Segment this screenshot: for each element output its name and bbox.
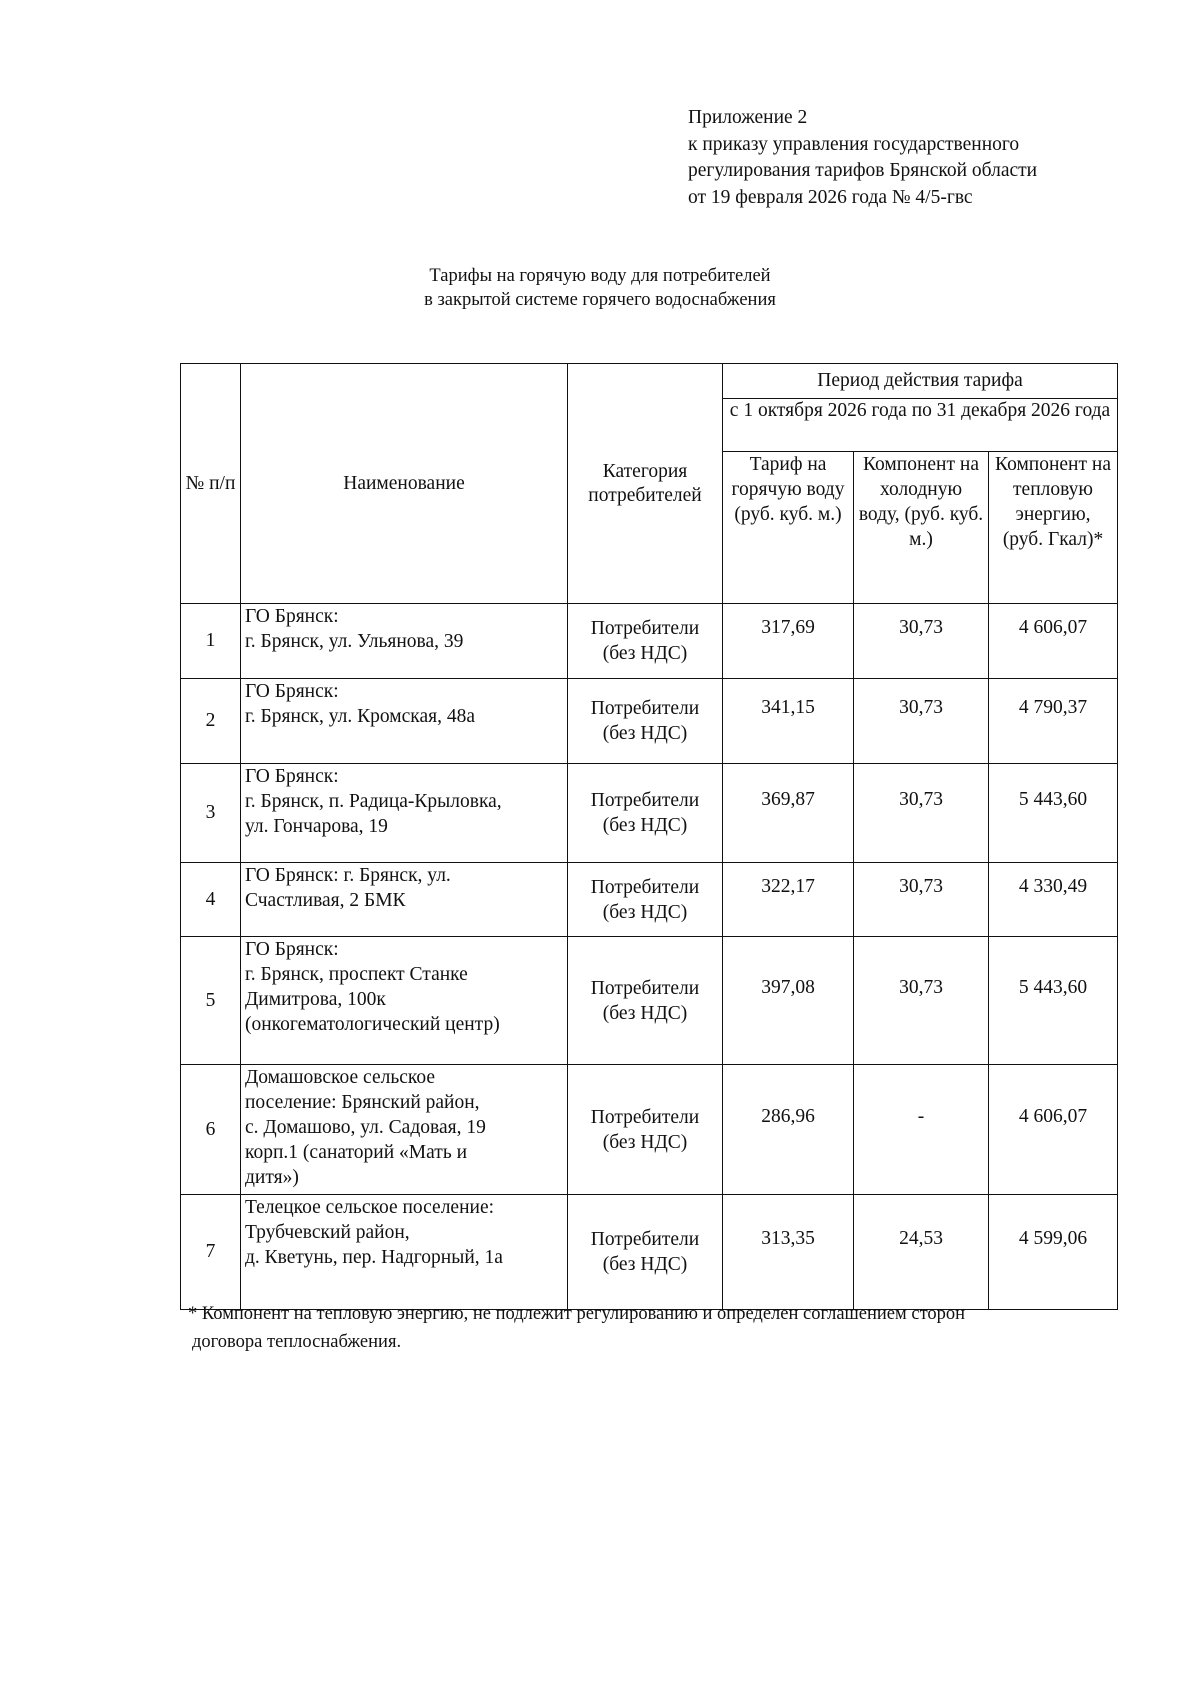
row-cold-component [854, 1065, 989, 1195]
name-line: ГО Брянск: г. Брянск, ул. [245, 865, 451, 886]
row-cold-component [854, 937, 989, 1065]
title-line-2: в закрытой системе горячего водоснабжения [424, 290, 776, 310]
name-line: ГО Брянск: [245, 766, 339, 787]
appendix-line: от 19 февраля 2026 года № 4/5-гвс [688, 186, 973, 208]
name-line: г. Брянск, п. Радица-Крыловка, [245, 791, 502, 812]
name-line: с. Домашово, ул. Садовая, 19 [245, 1117, 486, 1138]
row-heat-component [989, 1195, 1118, 1310]
name-line: г. Брянск, проспект Станке [245, 964, 468, 985]
category-line: Потребители [590, 977, 700, 999]
table-row [181, 1195, 1118, 1310]
row-category [568, 1195, 723, 1310]
row-tariff [723, 937, 854, 1065]
row-heat-component [989, 604, 1118, 679]
row-cold-component-value: - [917, 1105, 925, 1127]
row-cold-component-value: 30,73 [899, 789, 943, 810]
row-number: 6 [181, 1065, 241, 1195]
tariff-table [180, 363, 1118, 1310]
row-heat-component-value: 5 443,60 [1018, 789, 1088, 810]
name-line: Телецкое сельское поселение: [245, 1197, 495, 1218]
row-category [568, 937, 723, 1065]
name-line: Димитрова, 100к [245, 989, 386, 1010]
row-number: 4 [181, 863, 241, 937]
category-line: (без НДС) [602, 643, 688, 664]
name-line: ГО Брянск: [245, 939, 339, 960]
category-line: (без НДС) [602, 723, 688, 744]
name-line: г. Брянск, ул. Ульянова, 39 [245, 631, 464, 652]
row-number: 1 [181, 604, 241, 679]
header-heat-component: Компонент на тепловую энергию, (руб. Гкал)* [989, 452, 1118, 604]
category-line: (без НДС) [602, 815, 688, 836]
row-heat-component-value: 5 443,60 [1018, 976, 1088, 998]
row-name [241, 863, 568, 937]
header-name: Наименование [241, 364, 568, 604]
row-tariff [723, 679, 854, 764]
table-row [181, 937, 1118, 1065]
row-category [568, 1065, 723, 1195]
row-heat-component-value: 4 599,06 [1018, 1228, 1088, 1249]
row-heat-component-value: 4 790,37 [1018, 697, 1088, 718]
row-category [568, 604, 723, 679]
row-cold-component-value: 24,53 [899, 1228, 943, 1249]
name-line: Трубчевский район, [245, 1222, 410, 1243]
row-number: 2 [181, 679, 241, 764]
row-heat-component-value: 4 330,49 [1018, 875, 1088, 897]
row-cold-component [854, 604, 989, 679]
row-tariff [723, 1195, 854, 1310]
category-line: Потребители [590, 618, 700, 639]
name-line: дитя») [245, 1167, 299, 1188]
row-cold-component [854, 1195, 989, 1310]
row-name [241, 764, 568, 863]
category-line: Потребители [590, 876, 700, 898]
row-heat-component [989, 679, 1118, 764]
category-line: Потребители [590, 698, 700, 719]
row-heat-component-value: 4 606,07 [1018, 617, 1088, 638]
row-category [568, 679, 723, 764]
row-cold-component-value: 30,73 [899, 617, 943, 638]
row-tariff [723, 863, 854, 937]
name-line: г. Брянск, ул. Кромская, 48а [245, 706, 475, 727]
category-line: (без НДС) [602, 901, 688, 923]
row-name [241, 1195, 568, 1310]
category-line: (без НДС) [602, 1131, 688, 1153]
row-name [241, 1065, 568, 1195]
row-tariff-value: 313,35 [761, 1228, 815, 1249]
name-line: корп.1 (санаторий «Мать и [245, 1142, 468, 1163]
row-tariff-value: 369,87 [761, 789, 815, 810]
row-name [241, 604, 568, 679]
row-tariff-value: 317,69 [761, 617, 815, 638]
row-number: 5 [181, 937, 241, 1065]
name-line: Счастливая, 2 БМК [245, 890, 406, 911]
title-line-1: Тарифы на горячую воду для потребителей [429, 266, 771, 286]
category-line: Потребители [590, 1106, 700, 1128]
category-line: (без НДС) [602, 1254, 688, 1275]
row-cold-component [854, 863, 989, 937]
footnote-line-1: * Компонент на тепловую энергию, не подлежит регулированию и определен соглашением сторон [188, 1304, 966, 1324]
row-tariff [723, 604, 854, 679]
document-title [300, 264, 900, 312]
appendix-line: Приложение 2 [688, 107, 808, 128]
row-tariff [723, 764, 854, 863]
row-number: 7 [181, 1195, 241, 1310]
row-heat-component [989, 863, 1118, 937]
row-tariff-value: 322,17 [761, 875, 815, 897]
name-line: (онкогематологический центр) [245, 1014, 500, 1035]
row-name [241, 937, 568, 1065]
row-cold-component-value: 30,73 [899, 976, 943, 998]
row-cold-component [854, 764, 989, 863]
name-line: д. Кветунь, пер. Надгорный, 1а [245, 1247, 503, 1268]
row-cold-component [854, 679, 989, 764]
row-cold-component-value: 30,73 [899, 697, 943, 718]
row-tariff-value: 286,96 [761, 1105, 815, 1127]
row-name [241, 679, 568, 764]
name-line: поселение: Брянский район, [245, 1092, 480, 1113]
row-heat-component [989, 764, 1118, 863]
footnote [188, 1300, 1128, 1356]
footnote-line-2: договора теплоснабжения. [192, 1332, 402, 1352]
appendix-block [688, 105, 1037, 211]
row-heat-component [989, 1065, 1118, 1195]
header-number: № п/п [181, 364, 241, 604]
table-row [181, 604, 1118, 679]
row-heat-component [989, 937, 1118, 1065]
appendix-line: регулирования тарифов Брянской области [688, 160, 1038, 181]
table-row [181, 764, 1118, 863]
row-cold-component-value: 30,73 [899, 875, 943, 897]
row-category [568, 863, 723, 937]
table-row [181, 1065, 1118, 1195]
table-row [181, 863, 1118, 937]
header-cold-component: Компонент на холодную воду, (руб. куб. м.) [854, 452, 989, 604]
name-line: ГО Брянск: [245, 606, 339, 627]
table-row [181, 679, 1118, 764]
header-period: Период действия тарифа [723, 364, 1118, 399]
category-line: Потребители [590, 1229, 700, 1250]
header-tariff: Тариф на горячую воду (руб. куб. м.) [723, 452, 854, 604]
row-category [568, 764, 723, 863]
row-tariff-value: 341,15 [761, 697, 815, 718]
row-number: 3 [181, 764, 241, 863]
category-line: (без НДС) [602, 1002, 688, 1024]
name-line: ул. Гончарова, 19 [245, 816, 388, 837]
row-heat-component-value: 4 606,07 [1018, 1105, 1088, 1127]
name-line: ГО Брянск: [245, 681, 339, 702]
appendix-line: к приказу управления государственного [688, 133, 1020, 155]
category-line: Потребители [590, 790, 700, 811]
row-tariff [723, 1065, 854, 1195]
header-period-range: с 1 октября 2026 года по 31 декабря 2026 года [723, 399, 1118, 452]
header-category: Категория потребителей [568, 364, 723, 604]
name-line: Домашовское сельское [245, 1067, 436, 1088]
row-tariff-value: 397,08 [761, 976, 815, 998]
